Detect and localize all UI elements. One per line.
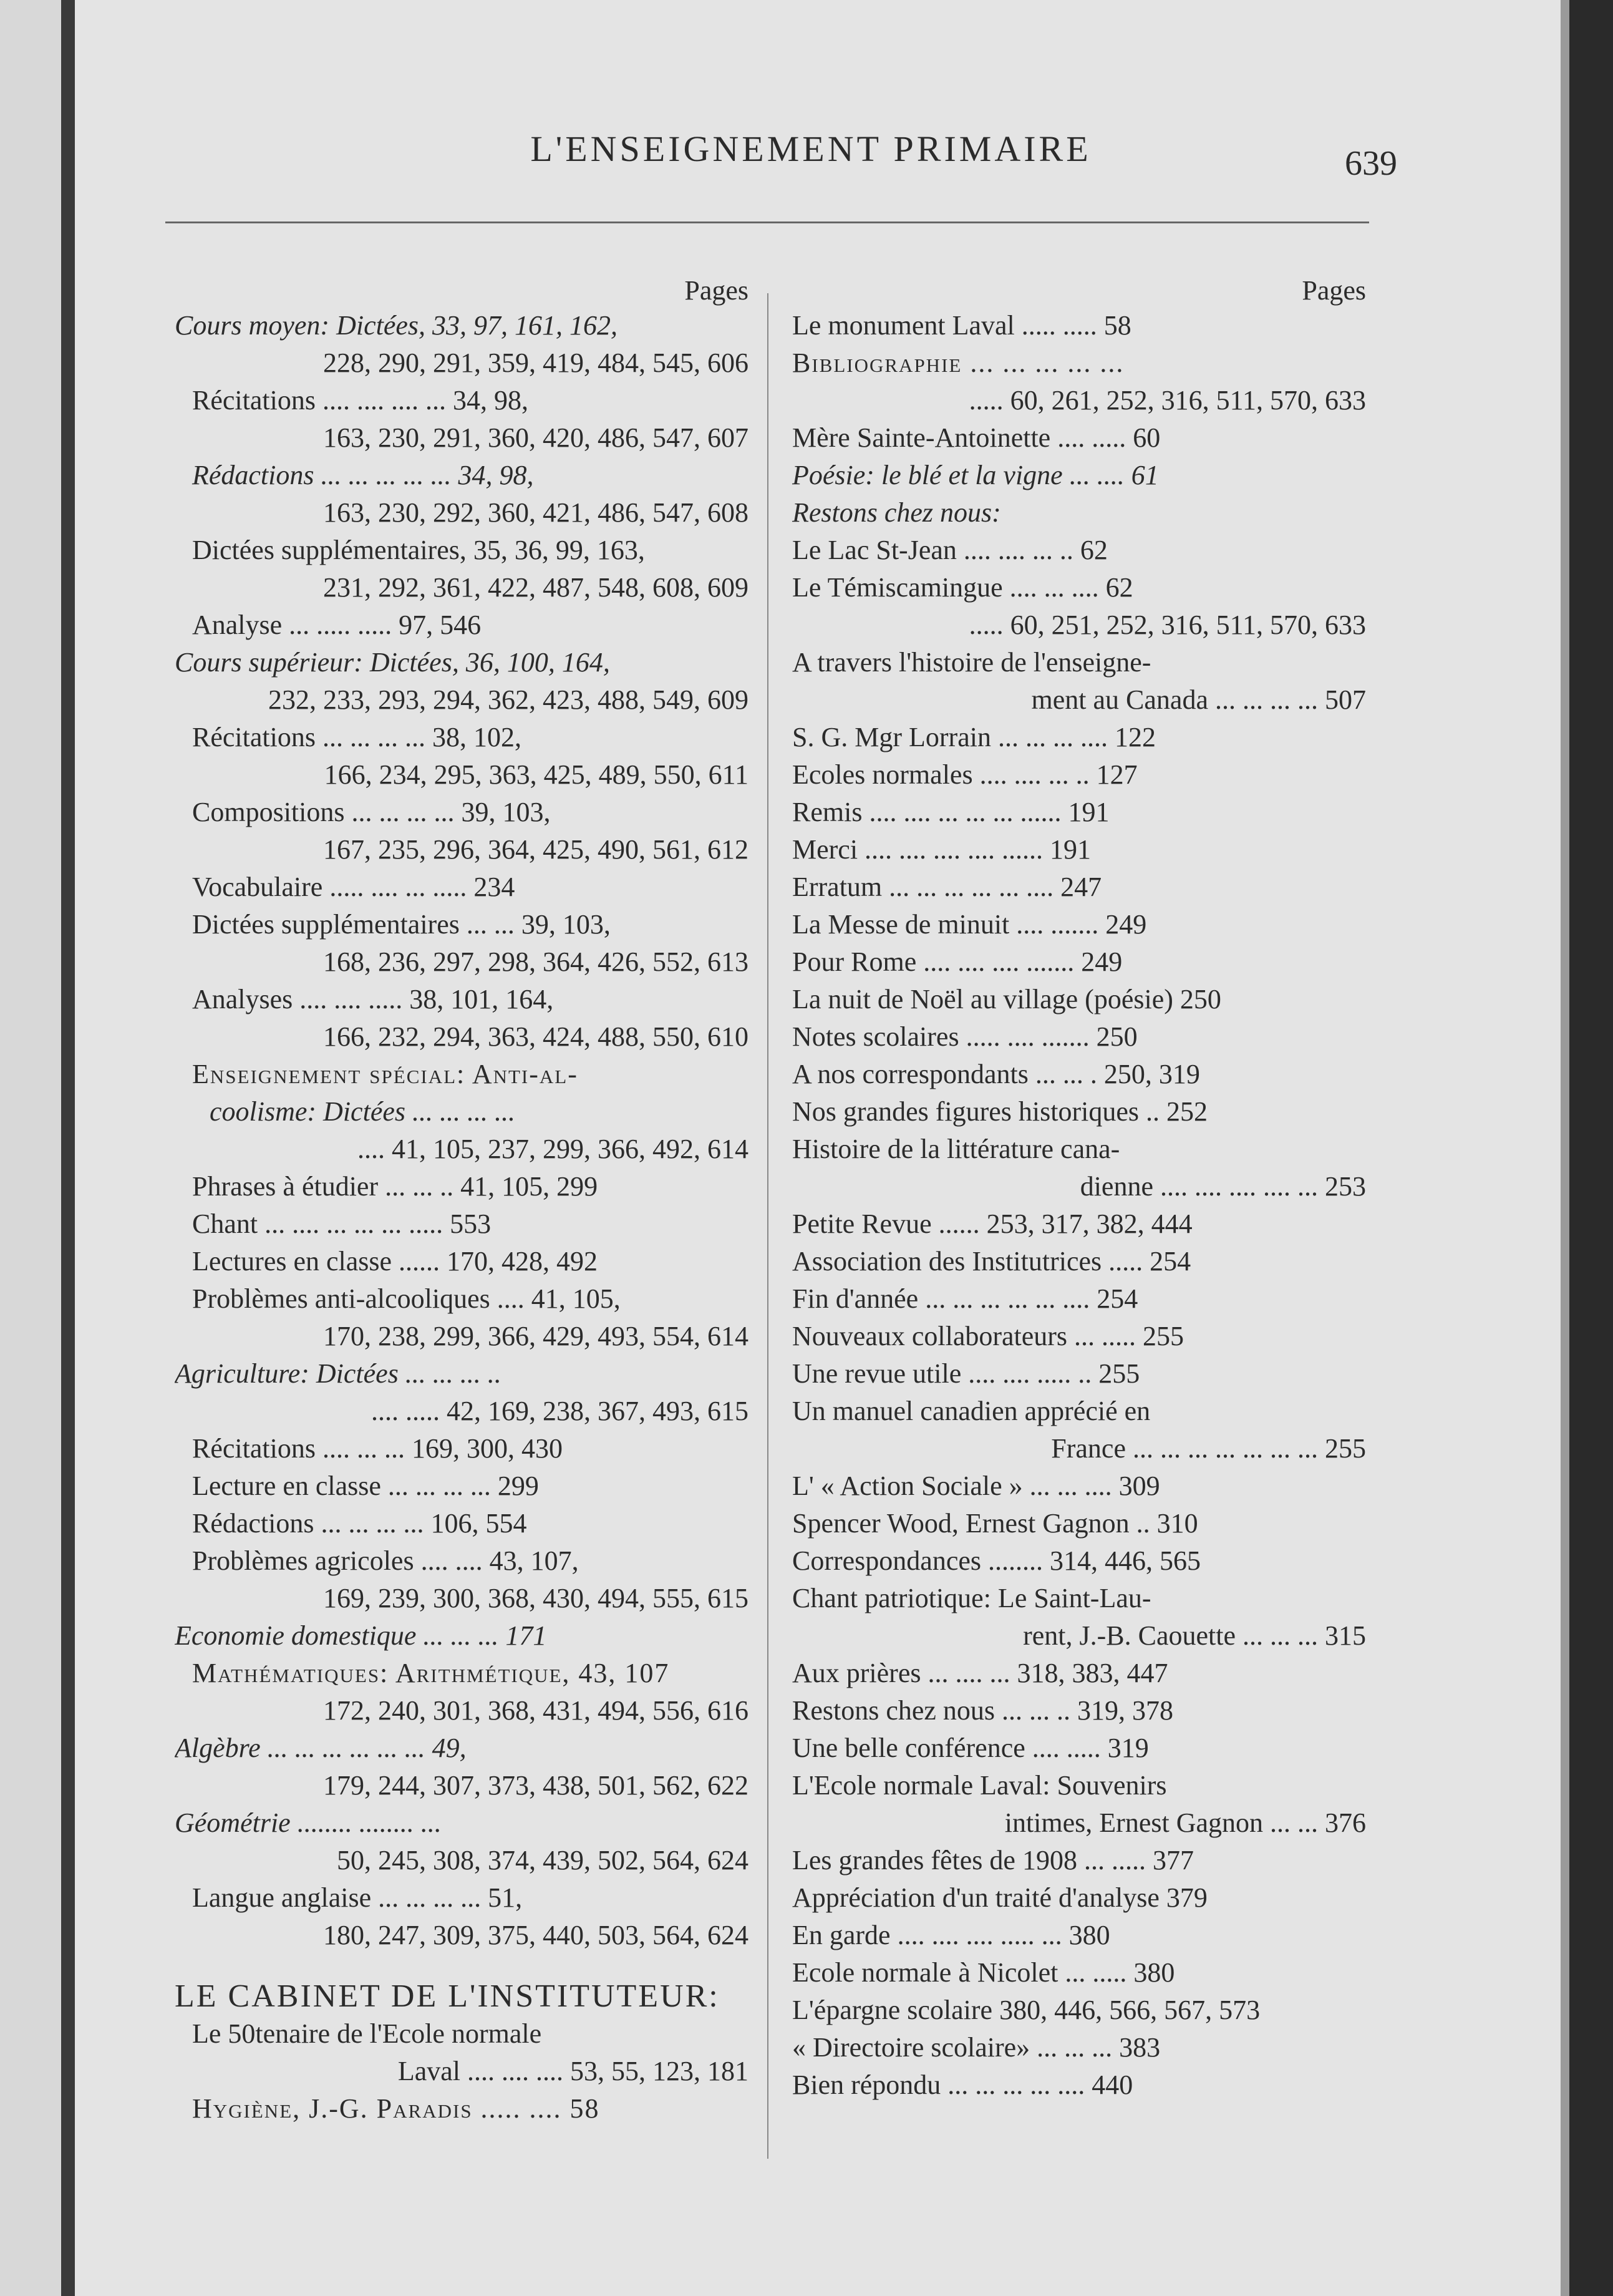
index-entry: La Messe de minuit .... ....... 249 xyxy=(792,909,1147,940)
index-entry: Vocabulaire ..... .... ... ..... 234 xyxy=(192,872,515,902)
index-entry: Phrases à étudier ... ... .. 41, 105, 299 xyxy=(192,1171,598,1202)
index-entry: S. G. Mgr Lorrain ... ... ... .... 122 xyxy=(792,722,1156,752)
index-entry: Problèmes agricoles .... .... 43, 107, xyxy=(192,1545,579,1576)
index-entry: Mère Sainte-Antoinette .... ..... 60 xyxy=(792,422,1161,453)
index-entry: intimes, Ernest Gagnon ... ... 376 xyxy=(1004,1807,1366,1838)
index-entry: Analyse ... ..... ..... 97, 546 xyxy=(192,610,482,640)
index-entry: Rédactions ... ... ... ... ... 34, 98, xyxy=(192,460,534,490)
index-entry: Enseignement spécial: Anti-al- xyxy=(192,1059,578,1089)
index-entry: Récitations ... ... ... ... 38, 102, xyxy=(192,722,521,752)
index-entry: Economie domestique ... ... ... 171 xyxy=(175,1620,547,1651)
index-entry: Lecture en classe ... ... ... ... 299 xyxy=(192,1471,539,1501)
index-entry: A nos correspondants ... ... . 250, 319 xyxy=(792,1059,1200,1089)
index-entry: Restons chez nous ... ... .. 319, 378 xyxy=(792,1695,1174,1726)
index-entry: 179, 244, 307, 373, 438, 501, 562, 622 xyxy=(323,1770,748,1801)
index-entry: 231, 292, 361, 422, 487, 548, 608, 609 xyxy=(323,572,748,603)
index-entry: Association des Institutrices ..... 254 xyxy=(792,1246,1191,1277)
index-entry: France ... ... ... ... ... ... ... 255 xyxy=(1051,1433,1366,1464)
index-entry: Lectures en classe ...... 170, 428, 492 xyxy=(192,1246,598,1277)
index-entry: Cours moyen: Dictées, 33, 97, 161, 162, xyxy=(175,310,618,341)
index-entry: L'épargne scolaire 380, 446, 566, 567, 573 xyxy=(792,1995,1261,2025)
index-entry: 163, 230, 291, 360, 420, 486, 547, 607 xyxy=(323,422,748,453)
index-entry: Compositions ... ... ... ... 39, 103, xyxy=(192,797,551,827)
index-entry: 163, 230, 292, 360, 421, 486, 547, 608 xyxy=(323,497,748,528)
index-entry: Notes scolaires ..... .... ....... 250 xyxy=(792,1021,1138,1052)
index-entry: Algèbre ... ... ... ... ... ... 49, xyxy=(175,1733,467,1763)
index-entry: Poésie: le blé et la vigne ... .... 61 xyxy=(792,460,1159,490)
index-entry: La nuit de Noël au village (poésie) 250 xyxy=(792,984,1221,1014)
index-entry: ment au Canada ... ... ... ... 507 xyxy=(1031,684,1366,715)
index-entry: Dictées supplémentaires ... ... 39, 103, xyxy=(192,909,611,940)
page-margin-left xyxy=(0,0,61,2296)
index-entry: Dictées supplémentaires, 35, 36, 99, 163, xyxy=(192,535,645,565)
index-entry: rent, J.-B. Caouette ... ... ... 315 xyxy=(1023,1620,1366,1651)
index-entry: Cours supérieur: Dictées, 36, 100, 164, xyxy=(175,647,610,678)
index-entry: A travers l'histoire de l'enseigne- xyxy=(792,647,1151,678)
index-entry: Hygiène, J.-G. Paradis ..... .... 58 xyxy=(192,2093,600,2124)
index-entry: Pour Rome .... .... .... ....... 249 xyxy=(792,946,1123,977)
index-entry: Récitations .... .... .... ... 34, 98, xyxy=(192,385,528,416)
index-entry: Le monument Laval ..... ..... 58 xyxy=(792,310,1131,341)
index-entry: ..... 60, 251, 252, 316, 511, 570, 633 xyxy=(969,610,1366,640)
index-column-left xyxy=(175,275,748,2128)
index-entry: ..... 60, 261, 252, 316, 511, 570, 633 xyxy=(969,385,1366,416)
index-entry: Les grandes fêtes de 1908 ... ..... 377 xyxy=(792,1845,1194,1875)
index-entry: 170, 238, 299, 366, 429, 493, 554, 614 xyxy=(323,1321,748,1351)
index-entry: Analyses .... .... ..... 38, 101, 164, xyxy=(192,984,554,1014)
index-entry: Histoire de la littérature cana- xyxy=(792,1134,1120,1164)
right-entries-list xyxy=(792,307,1366,2104)
index-entry: 232, 233, 293, 294, 362, 423, 488, 549, 609 xyxy=(268,684,748,715)
index-entry: Aux prières ... .... ... 318, 383, 447 xyxy=(792,1658,1168,1688)
index-entry: Chant ... .... ... ... ... ..... 553 xyxy=(192,1209,492,1239)
index-entry: Ecole normale à Nicolet ... ..... 380 xyxy=(792,1957,1175,1988)
index-entry: Une belle conférence .... ..... 319 xyxy=(792,1733,1149,1763)
left-entries-list xyxy=(175,307,748,1954)
index-entry: Merci .... .... .... .... ...... 191 xyxy=(792,834,1092,865)
index-entry: Problèmes anti-alcooliques .... 41, 105, xyxy=(192,1283,621,1314)
index-entry: Agriculture: Dictées ... ... ... .. xyxy=(175,1358,501,1389)
section-title: LE CABINET DE L'INSTITUTEUR: xyxy=(175,1978,720,2014)
index-entry: Bien répondu ... ... ... ... .... 440 xyxy=(792,2070,1133,2100)
index-entry: Fin d'année ... ... ... ... ... .... 254 xyxy=(792,1283,1138,1314)
binding-edge-right xyxy=(1569,0,1613,2296)
section-entries-list xyxy=(175,2015,748,2128)
index-entry: Appréciation d'un traité d'analyse 379 xyxy=(792,1882,1208,1913)
index-entry: L'Ecole normale Laval: Souvenirs xyxy=(792,1770,1167,1801)
index-entry: Correspondances ........ 314, 446, 565 xyxy=(792,1545,1201,1576)
index-entry: Petite Revue ...... 253, 317, 382, 444 xyxy=(792,1209,1193,1239)
pages-label: Pages xyxy=(684,275,748,306)
index-entry: 50, 245, 308, 374, 439, 502, 564, 624 xyxy=(337,1845,748,1875)
index-entry: « Directoire scolaire» ... ... ... 383 xyxy=(792,2032,1161,2063)
index-entry: Le Lac St-Jean .... .... ... .. 62 xyxy=(792,535,1108,565)
index-entry: Nouveaux collaborateurs ... ..... 255 xyxy=(792,1321,1184,1351)
index-entry: 167, 235, 296, 364, 425, 490, 561, 612 xyxy=(323,834,748,865)
index-entry: Bibliographie ... ... ... ... ... xyxy=(792,348,1125,378)
index-entry: Le 50tenaire de l'Ecole normale xyxy=(192,2018,542,2049)
index-entry: 172, 240, 301, 368, 431, 494, 556, 616 xyxy=(323,1695,748,1726)
index-entry: Un manuel canadien apprécié en xyxy=(792,1396,1151,1426)
index-entry: Chant patriotique: Le Saint-Lau- xyxy=(792,1583,1151,1613)
running-header-title: L'ENSEIGNEMENT PRIMAIRE xyxy=(530,129,1092,169)
column-divider xyxy=(767,293,768,2159)
index-entry: Spencer Wood, Ernest Gagnon .. 310 xyxy=(792,1508,1198,1539)
index-entry: Nos grandes figures historiques .. 252 xyxy=(792,1096,1208,1127)
page-edge-right xyxy=(1561,0,1569,2296)
index-entry: 228, 290, 291, 359, 419, 484, 545, 606 xyxy=(323,348,748,378)
index-entry: Erratum ... ... ... ... ... .... 247 xyxy=(792,872,1102,902)
index-entry: Remis .... .... ... ... ... ...... 191 xyxy=(792,797,1110,827)
pages-label: Pages xyxy=(1302,275,1366,306)
index-entry: Une revue utile .... .... ..... .. 255 xyxy=(792,1358,1140,1389)
index-entry: Langue anglaise ... ... ... ... 51, xyxy=(192,1882,523,1913)
index-entry: Restons chez nous: xyxy=(792,497,1001,528)
header-rule xyxy=(165,221,1369,223)
binding-edge-left xyxy=(61,0,75,2296)
index-entry: .... ..... 42, 169, 238, 367, 493, 615 xyxy=(371,1396,748,1426)
index-entry: 169, 239, 300, 368, 430, 494, 555, 615 xyxy=(323,1583,748,1613)
index-entry: Ecoles normales .... .... ... .. 127 xyxy=(792,759,1138,790)
page-number: 639 xyxy=(1345,144,1397,183)
index-entry: 180, 247, 309, 375, 440, 503, 564, 624 xyxy=(323,1920,748,1950)
index-entry: dienne .... .... .... .... ... 253 xyxy=(1080,1171,1366,1202)
index-entry: coolisme: Dictées ... ... ... ... xyxy=(210,1096,515,1127)
index-entry: Récitations .... ... ... 169, 300, 430 xyxy=(192,1433,563,1464)
index-entry: Rédactions ... ... ... ... 106, 554 xyxy=(192,1508,527,1539)
index-entry: L' « Action Sociale » ... ... .... 309 xyxy=(792,1471,1160,1501)
index-entry: .... 41, 105, 237, 299, 366, 492, 614 xyxy=(357,1134,748,1164)
index-entry: Mathématiques: Arithmétique, 43, 107 xyxy=(192,1658,670,1688)
index-entry: Le Témiscamingue .... ... .... 62 xyxy=(792,572,1133,603)
index-entry: Géométrie ........ ........ ... xyxy=(175,1807,442,1838)
index-entry: Laval .... .... .... 53, 55, 123, 181 xyxy=(397,2056,748,2086)
index-entry: 166, 232, 294, 363, 424, 488, 550, 610 xyxy=(323,1021,748,1052)
index-entry: En garde .... .... .... ..... ... 380 xyxy=(792,1920,1110,1950)
index-entry: 166, 234, 295, 363, 425, 489, 550, 611 xyxy=(324,759,748,790)
index-column-right xyxy=(792,275,1366,2104)
index-entry: 168, 236, 297, 298, 364, 426, 552, 613 xyxy=(323,946,748,977)
